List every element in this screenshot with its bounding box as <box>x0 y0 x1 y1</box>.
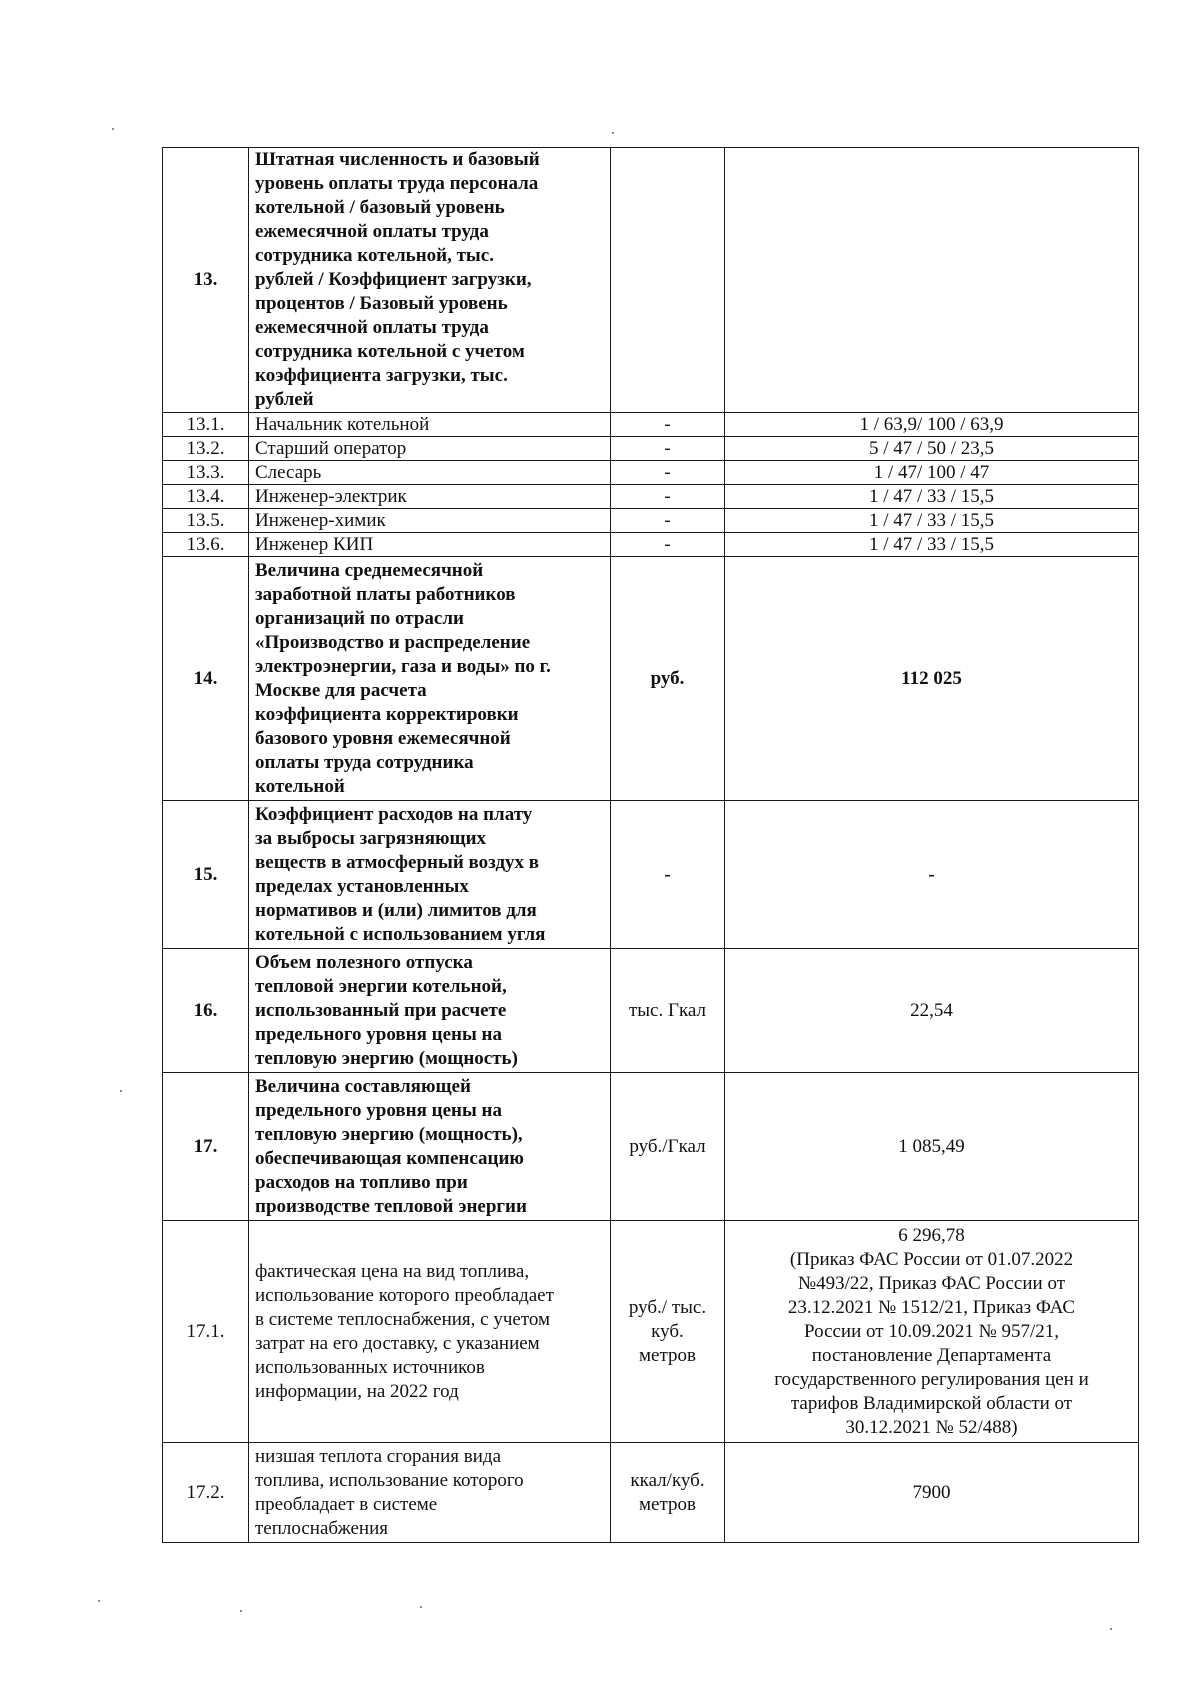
row-number: 13.1. <box>163 413 249 437</box>
row-number: 17.2. <box>163 1443 249 1543</box>
table-row <box>163 801 1139 949</box>
row-description: Величина среднемесячной заработной платы работников организаций по отрасли «Производство и распределение электроэнергии, газа и воды» по г. Москве для расчета коэффициента корректировки базового уровня ежемесячной оплаты труда сотрудника котельной <box>249 557 611 801</box>
row-value: 1 085,49 <box>725 1073 1139 1221</box>
scan-speck <box>112 128 114 130</box>
row-value: 22,54 <box>725 949 1139 1073</box>
row-unit: руб. <box>611 557 725 801</box>
row-value: 6 296,78 (Приказ ФАС России от 01.07.2022 №493/22, Приказ ФАС России от 23.12.2021 № 1512/21, Приказ ФАС России от 10.09.2021 № 957/21, постановление Департамента государственного регулирования цен и тарифов Владимирской области от 30.12.2021 № 52/488) <box>725 1221 1139 1443</box>
row-unit <box>611 148 725 413</box>
row-description: Инженер-электрик <box>249 485 611 509</box>
row-number: 13. <box>163 148 249 413</box>
table-row <box>163 533 1139 557</box>
row-unit: - <box>611 485 725 509</box>
row-description: Объем полезного отпуска тепловой энергии котельной, использованный при расчете предельного уровня цены на тепловую энергию (мощность) <box>249 949 611 1073</box>
scan-speck <box>1110 1628 1112 1630</box>
row-unit: руб./ тыс. куб. метров <box>611 1221 725 1443</box>
row-description: Коэффициент расходов на плату за выбросы загрязняющих веществ в атмосферный воздух в пределах установленных нормативов и (или) лимитов для котельной с использованием угля <box>249 801 611 949</box>
scan-speck <box>240 1610 242 1612</box>
row-number: 17.1. <box>163 1221 249 1443</box>
row-unit: - <box>611 509 725 533</box>
row-unit: - <box>611 801 725 949</box>
scan-speck <box>612 132 614 134</box>
row-number: 17. <box>163 1073 249 1221</box>
row-description: низшая теплота сгорания вида топлива, использование которого преобладает в системе теплоснабжения <box>249 1443 611 1543</box>
row-value: - <box>725 801 1139 949</box>
row-value: 7900 <box>725 1443 1139 1543</box>
table-row <box>163 1443 1139 1543</box>
row-description: фактическая цена на вид топлива, использование которого преобладает в системе теплоснабжения, с учетом затрат на его доставку, с указанием использованных источников информации, на 2022 год <box>249 1221 611 1443</box>
row-unit: ккал/куб. метров <box>611 1443 725 1543</box>
row-unit: - <box>611 533 725 557</box>
row-number: 14. <box>163 557 249 801</box>
row-value: 1 / 47 / 33 / 15,5 <box>725 533 1139 557</box>
row-value: 1 / 47/ 100 / 47 <box>725 461 1139 485</box>
row-number: 15. <box>163 801 249 949</box>
row-description: Начальник котельной <box>249 413 611 437</box>
row-description: Штатная численность и базовый уровень оплаты труда персонала котельной / базовый уровень ежемесячной оплаты труда сотрудника котельной, тыс. рублей / Коэффициент загрузки, процентов / Базовый уровень ежемесячной оплаты труда сотрудника котельной с учетом коэффициента загрузки, тыс. рублей <box>249 148 611 413</box>
table-row <box>163 509 1139 533</box>
table-row <box>163 949 1139 1073</box>
table-row <box>163 437 1139 461</box>
row-value: 1 / 47 / 33 / 15,5 <box>725 509 1139 533</box>
row-description: Инженер-химик <box>249 509 611 533</box>
scan-speck <box>120 1090 122 1092</box>
row-value: 1 / 63,9/ 100 / 63,9 <box>725 413 1139 437</box>
row-unit: - <box>611 413 725 437</box>
table-row <box>163 1073 1139 1221</box>
row-description: Инженер КИП <box>249 533 611 557</box>
row-number: 13.5. <box>163 509 249 533</box>
row-description: Слесарь <box>249 461 611 485</box>
row-unit: - <box>611 461 725 485</box>
row-unit: - <box>611 437 725 461</box>
row-description: Старший оператор <box>249 437 611 461</box>
row-value <box>725 148 1139 413</box>
table-row <box>163 461 1139 485</box>
row-unit: руб./Гкал <box>611 1073 725 1221</box>
row-unit: тыс. Гкал <box>611 949 725 1073</box>
row-number: 13.4. <box>163 485 249 509</box>
scan-speck <box>420 1606 422 1608</box>
table-row <box>163 485 1139 509</box>
row-value: 5 / 47 / 50 / 23,5 <box>725 437 1139 461</box>
row-value: 1 / 47 / 33 / 15,5 <box>725 485 1139 509</box>
table-row <box>163 148 1139 413</box>
row-number: 16. <box>163 949 249 1073</box>
row-description: Величина составляющей предельного уровня цены на тепловую энергию (мощность), обеспечивающая компенсацию расходов на топливо при производстве тепловой энергии <box>249 1073 611 1221</box>
row-number: 13.3. <box>163 461 249 485</box>
table-row <box>163 413 1139 437</box>
row-number: 13.6. <box>163 533 249 557</box>
tariff-parameters-table <box>162 147 1139 1543</box>
scan-speck <box>98 1600 100 1602</box>
row-value: 112 025 <box>725 557 1139 801</box>
table-row <box>163 1221 1139 1443</box>
table-row <box>163 557 1139 801</box>
row-number: 13.2. <box>163 437 249 461</box>
